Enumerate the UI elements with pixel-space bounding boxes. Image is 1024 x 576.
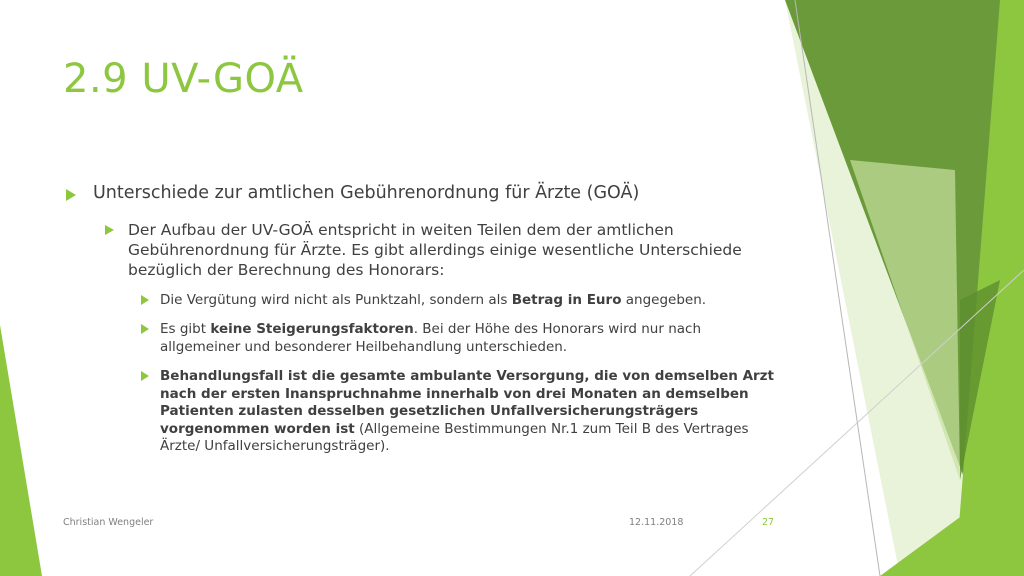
footer-page-number: 27 — [762, 517, 775, 528]
sub1-text-1: Die Vergütung wird nicht als Punktzahl, sondern als — [160, 292, 512, 308]
sub2-text-1: Es gibt — [160, 321, 211, 337]
sub-bullet-2 — [160, 321, 780, 356]
sub2-text-2: . Bei der Höhe des Honorars wird nur nach allgemeiner und besonderer Heilbehandlung unterschieden. — [160, 321, 702, 355]
sub1-text-2: angegeben. — [621, 292, 707, 308]
triangle-right-icon — [141, 295, 149, 305]
sub2-bold: keine Steigerungsfaktoren — [210, 321, 414, 337]
sub-bullet-3 — [160, 368, 780, 456]
sub1-bold: Betrag in Euro — [511, 292, 622, 308]
bullet-level2: Der Aufbau der UV-GOÄ entspricht in weiten Teilen dem der amtlichen Gebührenordnung für Ärzte. Es gibt allerdings einige wesentliche Unterschiede bezüglich der Berechnung des Honorars: — [128, 221, 742, 279]
footer-author: Christian Wengeler — [63, 517, 154, 528]
triangle-right-icon — [66, 189, 76, 201]
slide-title: 2.9 UV-GOÄ — [63, 56, 304, 102]
footer-date: 12.11.2018 — [629, 517, 684, 528]
triangle-right-icon — [141, 371, 149, 381]
triangle-right-icon — [105, 225, 114, 235]
triangle-right-icon — [141, 324, 149, 334]
bullet-level1: Unterschiede zur amtlichen Gebührenordnung für Ärzte (GOÄ) — [93, 183, 640, 203]
sub3-text: (Allgemeine Bestimmungen Nr.1 zum Teil B des Vertrages Ärzte/ Unfallversicherungsträger). — [160, 420, 749, 454]
sub3-bold: Behandlungsfall ist die gesamte ambulante Versorgung, die von demselben Arzt nach der ersten Inanspruchnahme innerhalb von drei Monaten an demselben Patienten zulasten desselben gesetzlichen Unfallversicherungsträgers vorgenommen worden ist — [160, 368, 774, 437]
sub-bullet-1 — [160, 292, 780, 310]
